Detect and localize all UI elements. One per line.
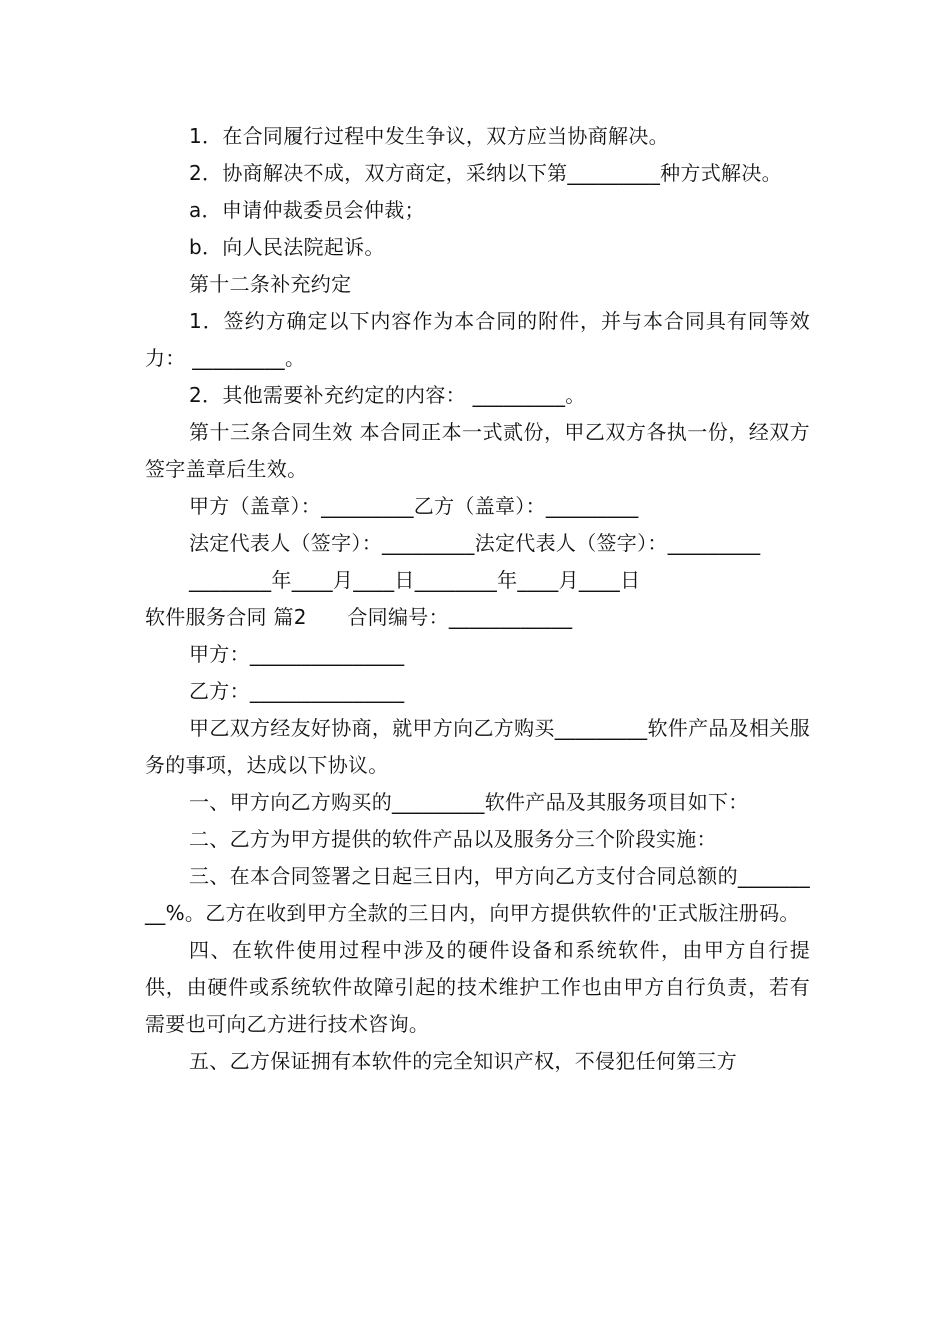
- paragraph-date-line: ________年____月____日________年____月____日: [189, 568, 641, 592]
- paragraph-signature-line: 法定代表人（签字）：_________法定代表人（签字）：_________: [189, 531, 761, 555]
- paragraph-dispute-method: 2．协商解决不成，双方商定，采纳以下第_________种方式解决。: [189, 161, 782, 185]
- party-a-line: 甲方：_______________: [189, 642, 405, 666]
- contract-2-title: 软件服务合同 篇2 合同编号：____________: [145, 605, 573, 629]
- clause-4: 四、在软件使用过程中涉及的硬件设备和系统软件，由甲方自行提供，由硬件或系统软件故障引起的技术维护工作也由甲方自行负责，若有需要也可向乙方进行技术咨询。: [145, 938, 810, 1036]
- paragraph-option-arbitration: a．申请仲裁委员会仲裁；: [189, 198, 425, 222]
- clause-1: 一、甲方向乙方购买的_________软件产品及其服务项目如下：: [189, 790, 749, 814]
- party-b-line: 乙方：_______________: [189, 679, 405, 703]
- article-13-effectiveness: 第十三条合同生效 本合同正本一式贰份，甲乙双方各执一份，经双方签字盖章后生效。: [145, 420, 810, 481]
- paragraph-preamble: 甲乙双方经友好协商，就甲方向乙方购买_________软件产品及相关服务的事项，达成以下协议。: [145, 716, 810, 777]
- paragraph-seal-line: 甲方（盖章）：_________乙方（盖章）：_________: [189, 494, 639, 518]
- article-12-heading: 第十二条补充约定: [189, 272, 352, 296]
- paragraph-option-court: b．向人民法院起诉。: [189, 235, 385, 259]
- clause-2: 二、乙方为甲方提供的软件产品以及服务分三个阶段实施：: [189, 827, 717, 851]
- clause-3: 三、在本合同签署之日起三日内，甲方向乙方支付合同总额的_________%。乙方在收到甲方全款的三日内，向甲方提供软件的'正式版注册码。: [145, 864, 810, 925]
- contract-text: [145, 118, 810, 1080]
- paragraph-attachments: 1．签约方确定以下内容作为本合同的附件，并与本合同具有同等效力： _________。: [145, 309, 810, 370]
- paragraph-dispute-negotiation: 1．在合同履行过程中发生争议，双方应当协商解决。: [189, 124, 669, 148]
- paragraph-other-supplements: 2．其他需要补充约定的内容： _________。: [189, 383, 586, 407]
- clause-5: 五、乙方保证拥有本软件的完全知识产权，不侵犯任何第三方: [189, 1049, 738, 1073]
